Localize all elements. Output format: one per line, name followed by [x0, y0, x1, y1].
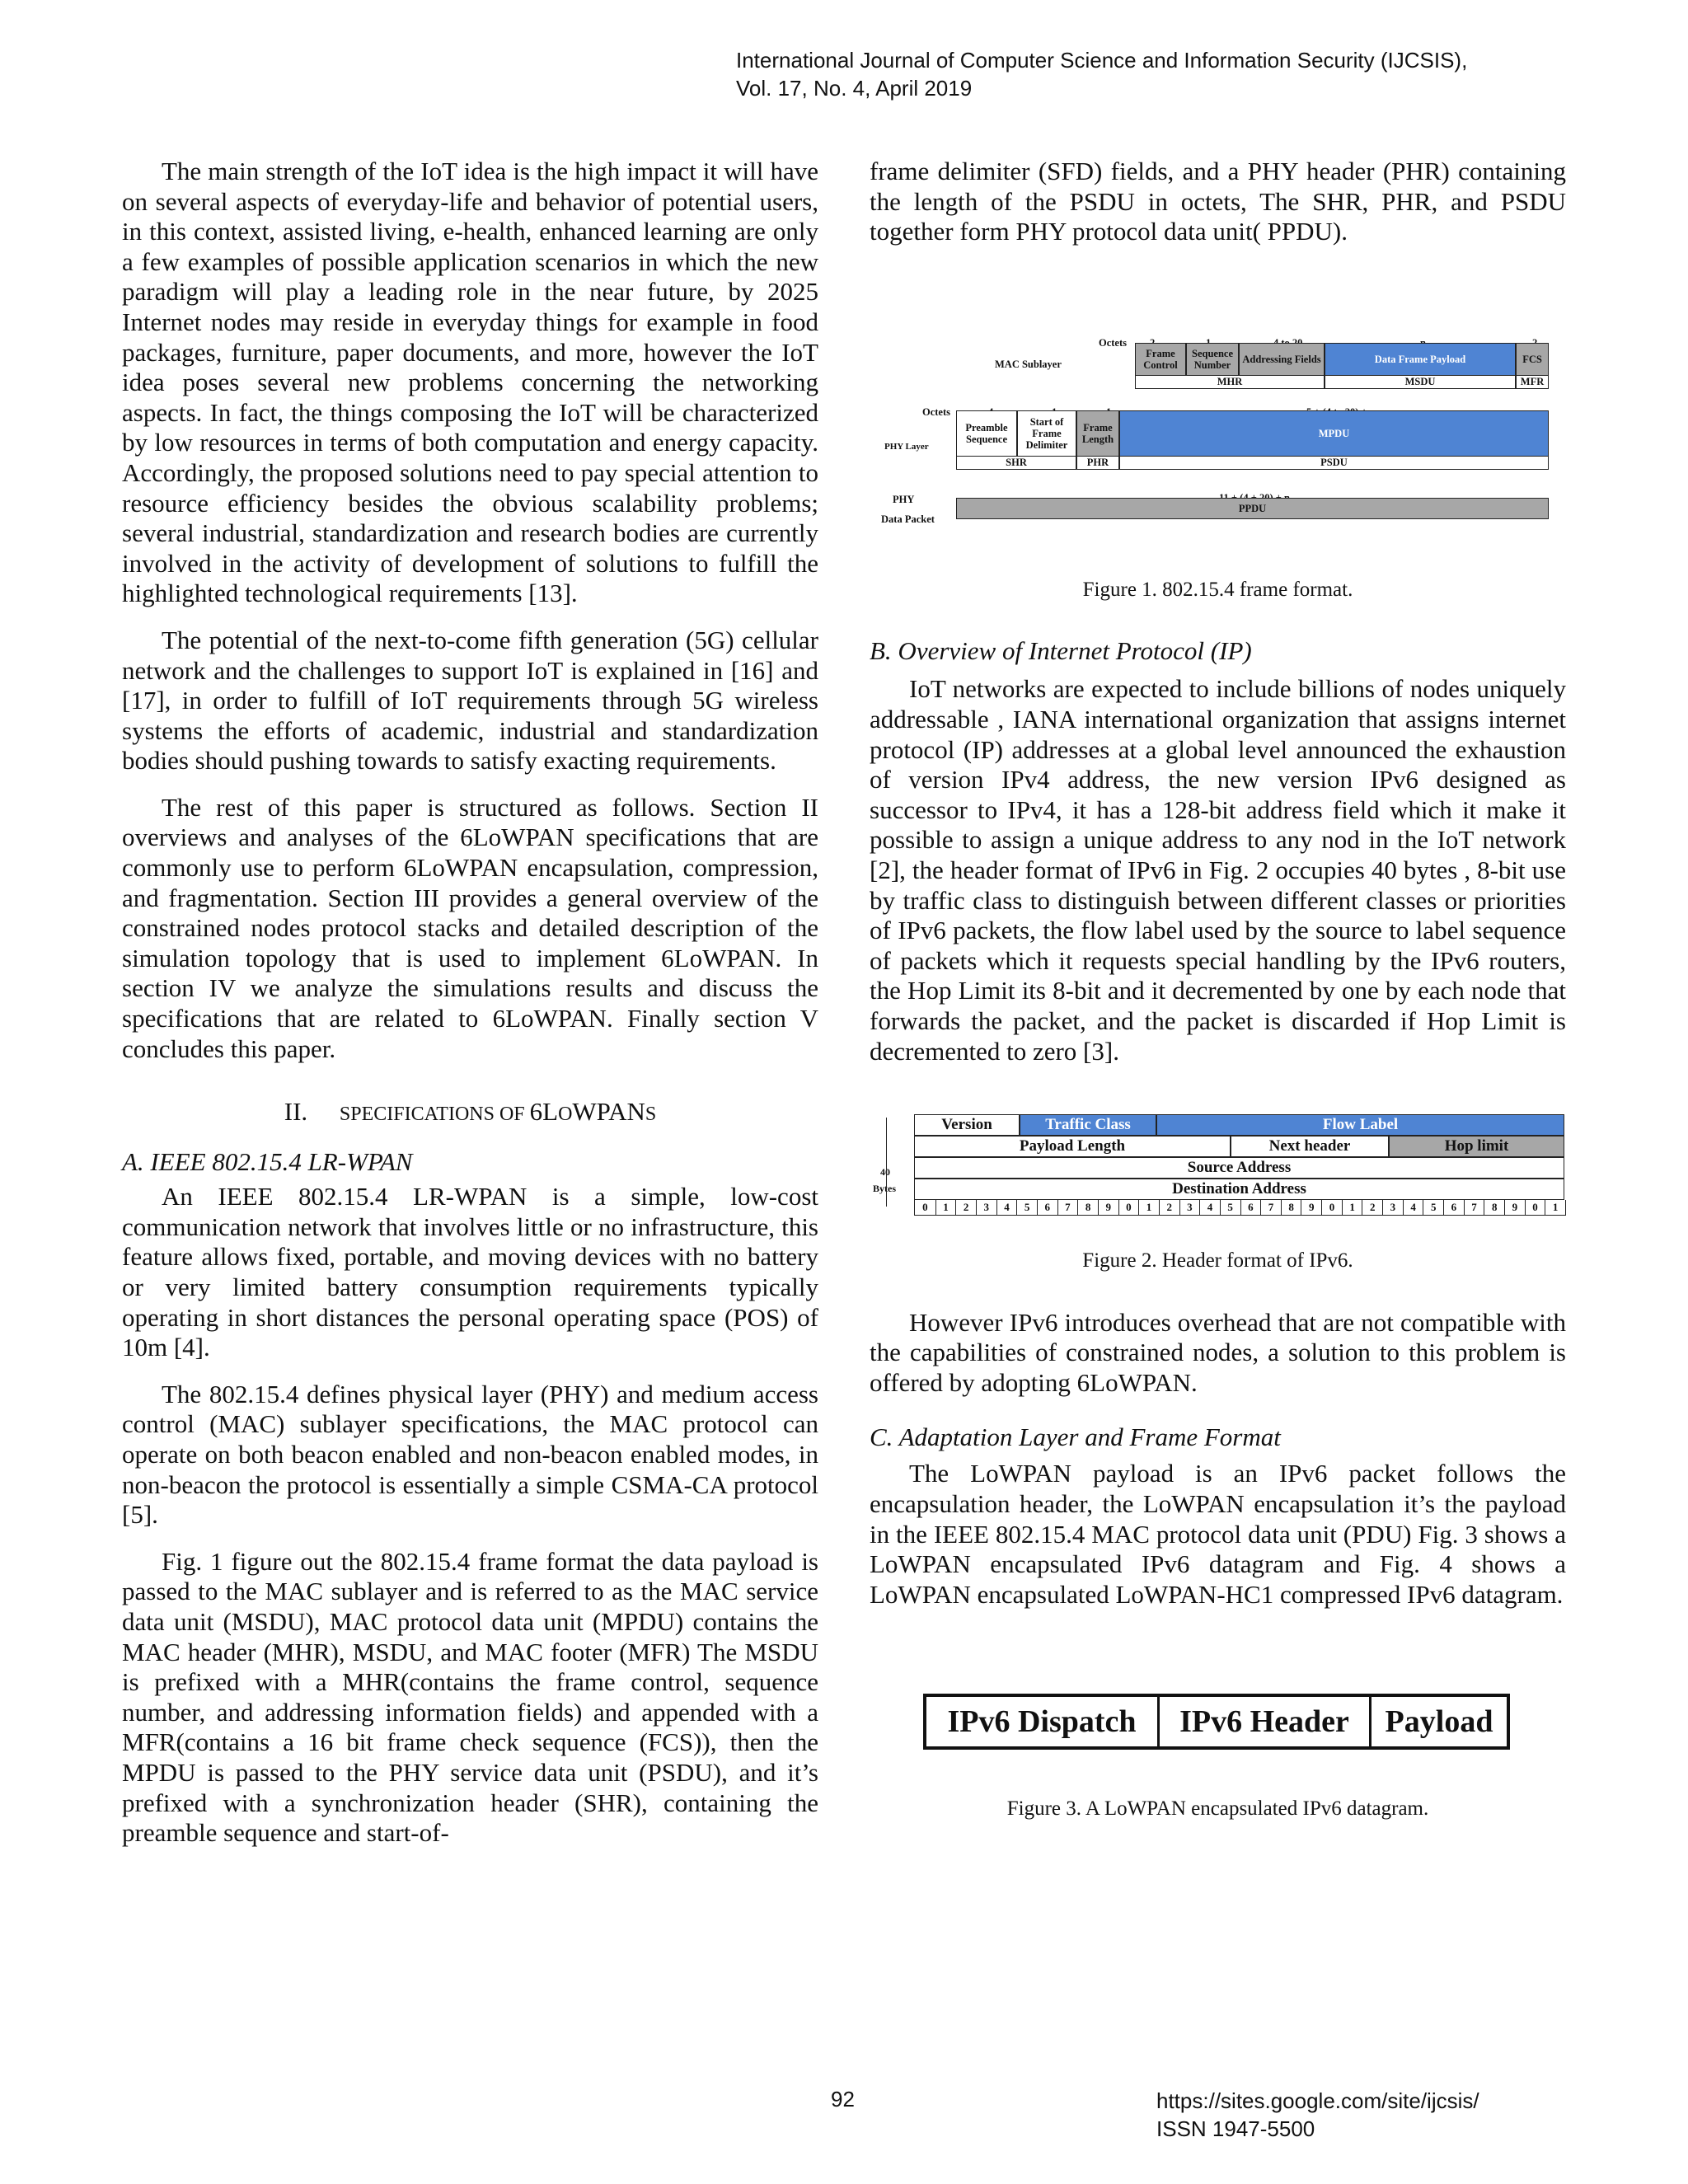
lowpan-datagram-diagram [870, 1669, 1566, 1793]
flow-label-field: Flow Label [1156, 1114, 1564, 1136]
bit-index: 9 [1301, 1200, 1321, 1216]
section-heading-c: C. Adaptation Layer and Frame Format [870, 1422, 1281, 1452]
fcs-field: FCS [1516, 343, 1549, 376]
paragraph: The rest of this paper is structured as follows. Section II overviews and analyses of the 6LoWPAN specifications that are commonly use to perform 6LoWPAN encapsulation, compression, and fragmentation. Section III provides a general overview of the constrained nodes protocol stacks and detailed description of the simulation topology that is used to implement 6LoWPAN. In section IV we analyze the simulations results and discuss the specifications that are related to 6LoWPAN. Finally section V concludes this paper. [122, 792, 818, 1063]
bit-index: 1 [1545, 1200, 1565, 1216]
frame-format-diagram [870, 328, 1566, 542]
traffic-class-field: Traffic Class [1020, 1114, 1156, 1136]
phr-span: PHR [1076, 457, 1119, 470]
paragraph: An IEEE 802.15.4 LR-WPAN is a simple, low-cost communication network that involves little or no infrastructure, this feature allows fixed, portable, and moving devices with no battery or very limited battery consumption requirements typically operating in short distances the personal operating space (POS) of 10m [4]. [122, 1182, 818, 1362]
journal-header [736, 46, 1467, 102]
journal-volume: Vol. 17, No. 4, April 2019 [736, 76, 973, 101]
ipv6-header-cell: IPv6 Header [1160, 1697, 1372, 1746]
figure-3 [870, 1669, 1566, 1825]
start-of-frame-delimiter-field: Start of Frame Delimiter [1017, 410, 1076, 457]
bit-index: 4 [996, 1200, 1017, 1216]
bit-index: 6 [1240, 1200, 1261, 1216]
footer-issn: ISSN 1947-5500 [1156, 2116, 1315, 2141]
bytes-arrow [886, 1118, 887, 1207]
figure-3-caption: Figure 3. A LoWPAN encapsulated IPv6 datagram. [1006, 1797, 1429, 1821]
page-number: 92 [831, 2087, 855, 2111]
figure-2 [870, 1114, 1566, 1277]
bit-index: 5 [1220, 1200, 1240, 1216]
bit-index: 6 [1037, 1200, 1057, 1216]
hop-limit-field: Hop limit [1389, 1136, 1564, 1157]
figure-2-caption: Figure 2. Header format of IPv6. [1082, 1249, 1353, 1272]
paragraph: Fig. 1 figure out the 802.15.4 frame format the data payload is passed to the MAC sublayer and is referred to as the MAC service data unit (MSDU), MAC protocol data unit (MPDU) contains the MAC header (MHR), MSDU, and MAC footer (MFR) The MSDU is prefixed with a MHR(contains the frame control, sequence number, and addressing information fields) and appended with a MFR(contains a 16 bit frame check sequence (FCS)), then the MPDU is passed to the PHY service data unit (PSDU), and it’s prefixed with a synchronization header (SHR), containing the preamble sequence and start-of- [122, 1546, 818, 1848]
next-header-field: Next header [1231, 1136, 1389, 1157]
bit-index: 2 [1159, 1200, 1179, 1216]
bit-index: 0 [1118, 1200, 1139, 1216]
bit-index: 7 [1057, 1200, 1078, 1216]
bit-index: 6 [1443, 1200, 1464, 1216]
paragraph: However IPv6 introduces overhead that are not compatible with the capabilities of constrained nodes, a solution to this problem is offered by adopting 6LoWPAN. [870, 1307, 1566, 1397]
payload-length-field: Payload Length [914, 1136, 1231, 1157]
destination-address-field: Destination Address [914, 1179, 1564, 1200]
bit-index: 8 [1484, 1200, 1504, 1216]
shr-span: SHR [956, 457, 1076, 470]
bit-index-row [914, 1200, 1566, 1216]
bit-index: 4 [1403, 1200, 1423, 1216]
footer-info [1156, 2087, 1479, 2143]
paragraph: The LoWPAN payload is an IPv6 packet follows the encapsulation header, the LoWPAN encapsulation it’s the payload in the IEEE 802.15.4 MAC protocol data unit (PDU) Fig. 3 shows a LoWPAN encapsulated IPv6 datagram and Fig. 4 shows a LoWPAN encapsulated LoWPAN-HC1 compressed IPv6 datagram. [870, 1459, 1566, 1609]
mhr-span: MHR [1135, 376, 1325, 389]
phy-label: PHY [893, 493, 915, 505]
data-frame-payload-field: Data Frame Payload [1325, 343, 1516, 376]
journal-title: International Journal of Computer Science and Information Security (IJCSIS), [736, 48, 1468, 73]
bytes-label: Bytes [873, 1183, 896, 1195]
figure-1-caption: Figure 1. 802.15.4 frame format. [1082, 578, 1353, 601]
figure-1 [870, 328, 1566, 606]
section-heading-ii: II. SPECIFICATIONS OF 6LOWPANS [284, 1097, 657, 1127]
paragraph: IoT networks are expected to include billions of nodes uniquely addressable , IANA international organization that assigns internet protocol (IP) addresses at a global level announced the exhaustion of version IPv4 address, the new version IPv6 designed as successor to IPv4, it has a 128-bit address field which it make it possible to assign a unique address to any nod in the IoT network [2], the header format of IPv6 in Fig. 2 occupies 40 bytes , 8-bit use by traffic class to distinguish between different classes or priorities of IPv6 packets, the flow label used by the source to label sequence of packets which it requests special handling by the IPv6 routers, the Hop Limit its 8-bit and it decremented by one by each node that forwards the packet, and the packet is discarded if Hop Limit is decremented to zero [3]. [870, 674, 1566, 1066]
bit-index: 0 [1321, 1200, 1342, 1216]
version-field: Version [914, 1114, 1020, 1136]
paragraph: The potential of the next-to-come fifth generation (5G) cellular network and the challenges to support IoT is explained in [16] and [17], in order to fulfill of IoT requirements through 5G wireless systems the efforts of academic, industrial and standardization bodies should pushing towards to satisfy exacting requirements. [122, 625, 818, 776]
bit-index: 1 [1342, 1200, 1362, 1216]
bit-index: 1 [1138, 1200, 1159, 1216]
bit-index: 5 [1016, 1200, 1037, 1216]
paragraph: frame delimiter (SFD) fields, and a PHY header (PHR) containing the length of the PSDU in octets, The SHR, PHR, and PSDU together form PHY protocol data unit( PPDU). [870, 157, 1566, 246]
footer-url[interactable]: https://sites.google.com/site/ijcsis/ [1156, 2088, 1479, 2113]
mpdu-field: MPDU [1119, 410, 1549, 457]
section-heading-b: B. Overview of Internet Protocol (IP) [870, 636, 1252, 666]
bit-index: 0 [922, 1201, 928, 1214]
source-address-field: Source Address [914, 1157, 1564, 1179]
datagram-box [923, 1694, 1510, 1750]
ipv6-dispatch-cell: IPv6 Dispatch [926, 1697, 1160, 1746]
phy-layer-label: PHY Layer [884, 441, 929, 452]
bit-index: 3 [976, 1200, 996, 1216]
right-column [870, 157, 1566, 1825]
msdu-span: MSDU [1325, 376, 1516, 389]
left-column [122, 157, 818, 1849]
ppdu-field: PPDU [956, 498, 1549, 519]
bit-index: 2 [1362, 1200, 1382, 1216]
paragraph: The main strength of the IoT idea is the high impact it will have on several aspects of everyday-life and behavior of potential users, in this context, assisted living, e-health, enhanced learning are only a few examples of possible application scenarios in which the new paradigm will play a leading role in the near future, by 2025 Internet nodes may reside in everyday things for example in food packages, furniture, paper documents, and more, however the IoT idea poses several new problems concerning the networking aspects. In fact, the things composing the IoT will be characterized by low resources in terms of both computation and energy capacity. Accordingly, the proposed solutions need to pay special attention to resource efficiency besides the obvious scalability problems; several industrial, standardization and research bodies are currently involved in the activity of development of solutions to fulfill the highlighted technological requirements [13]. [122, 157, 818, 608]
bit-index: 5 [1423, 1200, 1443, 1216]
sequence-number-field: Sequence Number [1186, 343, 1239, 376]
payload-cell: Payload [1385, 1704, 1493, 1740]
octets-label: Octets [1099, 336, 1128, 349]
mfr-span: MFR [1516, 376, 1549, 389]
bit-index: 0 [1525, 1200, 1545, 1216]
bytes-number: 40 [880, 1166, 890, 1179]
frame-control-field: Frame Control [1135, 343, 1186, 376]
octets-label: Octets [922, 405, 951, 418]
mac-sublayer-label: MAC Sublayer [995, 358, 1062, 370]
ipv6-header-diagram [870, 1114, 1566, 1213]
bit-index: 3 [1179, 1200, 1200, 1216]
bit-index: 3 [1382, 1200, 1403, 1216]
psdu-span: PSDU [1119, 457, 1549, 470]
addressing-fields-field: Addressing Fields [1239, 343, 1325, 376]
bit-index: 1 [935, 1200, 956, 1216]
bit-index: 7 [1464, 1200, 1484, 1216]
bit-index: 8 [1077, 1200, 1098, 1216]
bit-index: 8 [1281, 1200, 1301, 1216]
frame-length-field: Frame Length [1076, 410, 1119, 457]
bit-index: 9 [1098, 1200, 1118, 1216]
data-packet-label: Data Packet [881, 513, 935, 525]
bit-index: 2 [955, 1200, 976, 1216]
bit-index: 9 [1504, 1200, 1525, 1216]
paragraph: The 802.15.4 defines physical layer (PHY) and medium access control (MAC) sublayer specifications, the MAC protocol can operate on both beacon enabled and non-beacon enabled modes, in non-beacon the protocol is essentially a simple CSMA-CA protocol [5]. [122, 1379, 818, 1530]
bit-index: 7 [1260, 1200, 1281, 1216]
section-heading-a: A. IEEE 802.15.4 LR-WPAN [122, 1147, 413, 1177]
preamble-sequence-field: Preamble Sequence [956, 410, 1017, 457]
bit-index: 4 [1199, 1200, 1220, 1216]
